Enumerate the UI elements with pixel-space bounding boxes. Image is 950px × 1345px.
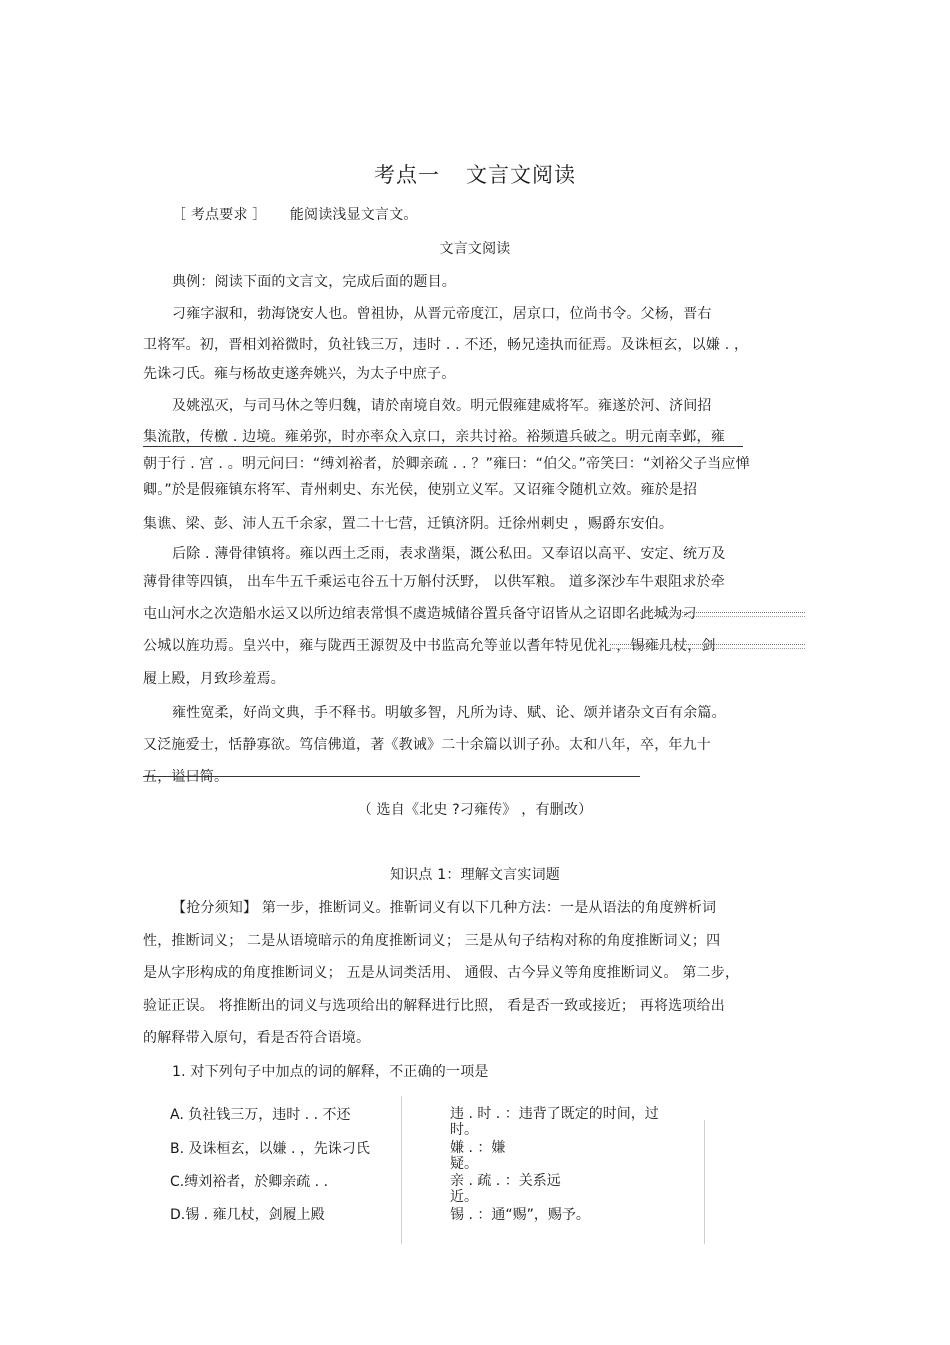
wavy-mark [640,612,805,617]
knowledge-title: 知识点 1：理解文言实词题 [390,867,560,883]
tips-line: 是从字形构成的角度推断词义； 五是从词类活用、 通假、古今异义等角度推断词义。 第二步， [143,965,740,981]
passage-line: 薄骨律等四镇， 出车牛五千乘运屯谷五十万斛付沃野， 以供军粮。 道多深沙车牛艰阻求於牵 [143,574,725,590]
requirement-text: 能阅读浅显文言文。 [289,207,418,223]
passage-line: 公城以旌功焉。皇兴中，雍与陇西王源贺及中书监高允等並以耆年特见优礼 ，锡雍几杖，剑 [143,638,716,654]
passage-line: 后除 . 薄骨律镇将。雍以西土乏雨，表求凿渠，溉公私田。又奉诏以高平、安定、统万及 [172,546,726,562]
tips-line: 验证正误。 将推断出的词义与选项给出的解释进行比照， 看是否一致或接近； 再将选项给出 [143,998,725,1014]
source-citation: （ 选自《北史 ?刁雍传》 ，有删改） [357,802,593,818]
option-c: C.缚刘裕者，於卿亲疏 . . [170,1174,329,1190]
option-a-explain: 违 . 时 . ：违背了既定的时间，过时。 [450,1106,659,1138]
title-part2: 文言文阅读 [466,163,576,187]
title-part1: 考点一 [374,163,440,187]
option-b-explain: 嫌 . ：嫌疑。 [450,1140,506,1172]
option-d-explain: 锡 . ：通“赐”，赐予。 [450,1207,590,1223]
requirement-line [172,206,418,224]
strike-mark [143,776,640,777]
option-d: D.锡 . 雍几杖，剑履上殿 [170,1207,325,1223]
passage-line: 刁雍字淑和，勃海饶安人也。曾祖协，从晋元帝度江，居京口，位尚书令。父杨，晋右 [172,306,712,322]
passage-line: 及姚泓灭，与司马休之等归魏，请於南境自效。明元假雍建威将军。雍遂於河、济间招 [172,398,712,414]
passage-line: 五，谥曰简。 [143,769,229,785]
option-c-explain: 亲 . 疏 . ：关系远近。 [450,1173,561,1205]
question-text: 1. 对下列句子中加点的词的解释，不正确的一项是 [172,1064,489,1080]
passage-line: 屯山河水之次造船水运又以所边绾表常惧不虞造城储谷置兵备守诏皆从之诏即名此城为刁 [143,606,697,622]
tips-line: 性，推断词义； 二是从语境暗示的角度推断词义； 三是从句子结构对称的角度推断词义；四 [143,933,721,949]
wavy-mark [610,644,805,649]
passage-line: 卫将军。初，晋相刘裕微时，负社钱三万，违时 . . 不还，畅兄逵执而征焉。及诛桓玄，以嫌 . ， [143,337,749,353]
tips-line: 【抢分须知】 第一步，推断词义。推靳词义有以下几种方法：一是从语法的角度辨析词 [172,900,717,916]
requirement-label: ［ 考点要求 ］ [172,207,267,223]
tips-line: 的解释带入原句，看是否符合语境。 [143,1030,371,1046]
passage-line: 朝于行 . 宫 . 。明元问曰：“缚刘裕者，於卿亲疏 . . ？”雍曰：“伯父。”帝笑曰：“刘裕父子当应惮 [143,456,750,472]
passage-line: 履上殿，月致珍羞焉。 [143,671,285,687]
intro-text: 典例：阅读下面的文言文，完成后面的题目。 [172,274,456,290]
passage-line: 集谯、梁、彭、沛人五千余家，置二十七营，迁镇济阴。迁徐州刺史 ，赐爵东安伯。 [143,516,674,532]
passage-line: 雍性宽柔，好尚文典，手不释书。明敏多智，凡所为诗、赋、论、颂并诸杂文百有余篇。 [172,705,726,721]
underline-mark [143,446,743,447]
option-b: B. 及诛桓玄，以嫌 . ，先诛刁氏 [170,1141,370,1157]
section-title: 文言文阅读 [439,241,511,257]
passage-line: 卿。”於是假雍镇东将军、青州刺史、东光侯，使别立义军。又诏雍令随机立效。雍於是招 [143,482,698,498]
passage-line: 集流散，传檄 . 边境。雍弟弥，时亦率众入京口，亲共讨裕。裕频遣兵破之。明元南幸邺，雍 [143,429,725,445]
passage-line: 先诛刁氏。雍与杨故吏遂奔姚兴，为太子中庶子。 [143,366,456,382]
table-divider [401,1096,402,1244]
table-divider [704,1120,705,1244]
passage-line: 又泛施爱士，恬静寡欲。笃信佛道，著《教诫》二十余篇以训子孙。太和八年，卒，年九十 [143,737,711,753]
option-a: A. 负社钱三万，违时 . . 不还 [170,1107,351,1123]
page-title [0,162,950,188]
